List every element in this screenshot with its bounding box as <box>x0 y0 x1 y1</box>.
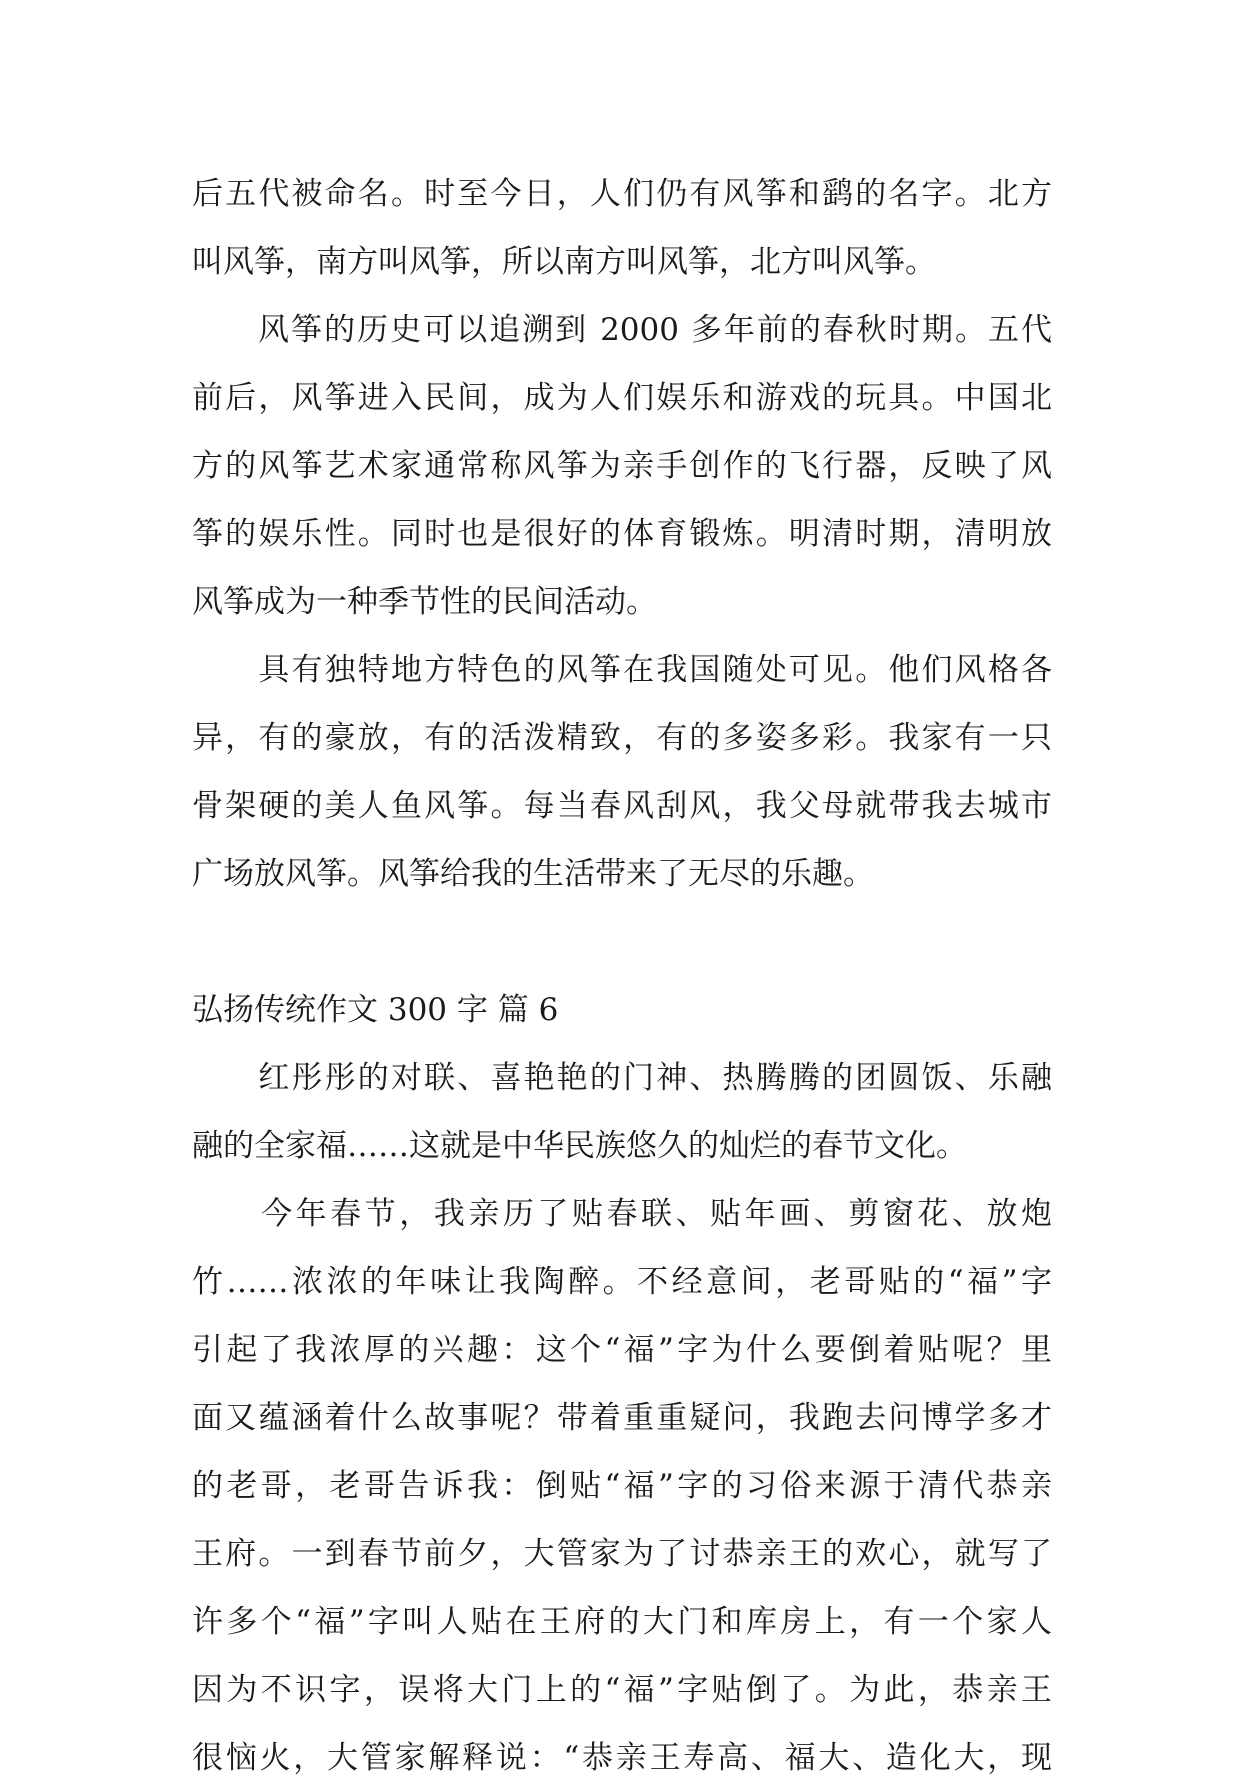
text-line: 广场放风筝。风筝给我的生活带来了无尽的乐趣。 <box>192 856 874 892</box>
text-line: 前后，风筝进入民间，成为人们娱乐和游戏的玩具。中国北 <box>192 380 1052 416</box>
text-line: 叫风筝，南方叫风筝，所以南方叫风筝，北方叫风筝。 <box>192 244 936 280</box>
paragraph <box>192 296 1052 636</box>
paragraph <box>192 1044 1052 1180</box>
text-line: 的老哥，老哥告诉我：倒贴“福”字的习俗来源于清代恭亲 <box>192 1468 1052 1504</box>
text-line: 竹……浓浓的年味让我陶醉。不经意间，老哥贴的“福”字 <box>192 1264 1052 1300</box>
text-line: 面又蕴涵着什么故事呢？带着重重疑问，我跑去问博学多才 <box>192 1400 1052 1436</box>
text-line: 红彤彤的对联、喜艳艳的门神、热腾腾的团圆饭、乐融 <box>192 1060 1052 1096</box>
paragraph <box>192 160 1052 296</box>
text-line: 今年春节，我亲历了贴春联、贴年画、剪窗花、放炮 <box>192 1196 1052 1232</box>
document-page <box>192 160 1052 1792</box>
text-line: 风筝成为一种季节性的民间活动。 <box>192 584 657 620</box>
text-line: 具有独特地方特色的风筝在我国随处可见。他们风格各 <box>192 652 1052 688</box>
blank-line <box>192 908 1052 976</box>
section-heading: 弘扬传统作文 300 字 篇 6 <box>192 992 559 1028</box>
text-line: 方的风筝艺术家通常称风筝为亲手创作的飞行器，反映了风 <box>192 448 1052 484</box>
text-line: 融的全家福……这就是中华民族悠久的灿烂的春节文化。 <box>192 1128 967 1164</box>
text-line: 因为不识字，误将大门上的“福”字贴倒了。为此，恭亲王 <box>192 1672 1052 1708</box>
paragraph <box>192 1180 1052 1792</box>
paragraph <box>192 636 1052 908</box>
text-line: 风筝的历史可以追溯到 2000 多年前的春秋时期。五代 <box>192 312 1052 348</box>
text-line: 异，有的豪放，有的活泼精致，有的多姿多彩。我家有一只 <box>192 720 1052 756</box>
text-line: 许多个“福”字叫人贴在王府的大门和库房上，有一个家人 <box>192 1604 1052 1640</box>
text-line: 引起了我浓厚的兴趣：这个“福”字为什么要倒着贴呢？里 <box>192 1332 1052 1368</box>
text-line: 后五代被命名。时至今日，人们仍有风筝和鹞的名字。北方 <box>192 176 1052 212</box>
text-line: 很恼火，大管家解释说：“恭亲王寿高、福大、造化大，现 <box>192 1740 1052 1776</box>
text-line: 王府。一到春节前夕，大管家为了讨恭亲王的欢心，就写了 <box>192 1536 1052 1572</box>
text-line: 筝的娱乐性。同时也是很好的体育锻炼。明清时期，清明放 <box>192 516 1052 552</box>
text-line: 骨架硬的美人鱼风筝。每当春风刮风，我父母就带我去城市 <box>192 788 1052 824</box>
